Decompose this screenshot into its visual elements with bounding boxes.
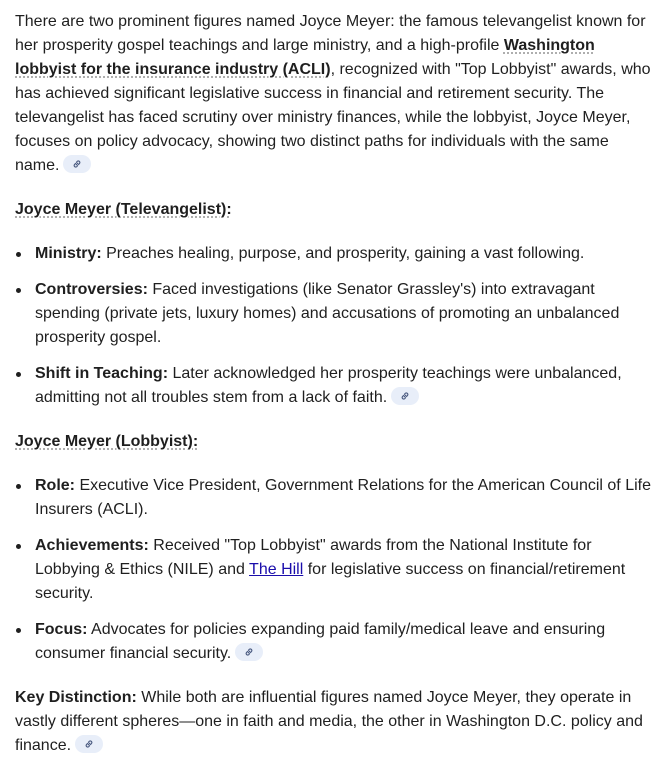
bullet-label: Ministry: [35,245,102,262]
list-item [35,278,655,350]
link-icon [244,647,254,657]
bullet-label: Controversies: [35,281,148,298]
televangelist-list [15,242,655,410]
bullet-label: Achievements: [35,537,149,554]
list-item [35,474,655,522]
intro-paragraph [15,10,655,178]
bullet-label: Role: [35,477,75,494]
bullet-text: Received "Top Lobbyist" awards from the National Institute for Lobbying & Ethics (NILE) and [35,537,592,578]
intro-text-1: There are two prominent figures named Joyce Meyer: the famous televangelist known for her prosperity gospel teachings and large ministry, and a high-profile [15,13,646,54]
source-link-chip[interactable] [63,155,91,173]
link-icon [400,391,410,401]
link-icon [72,159,82,169]
bullet-text: Preaches healing, purpose, and prosperity, gaining a vast following. [101,245,585,262]
bullet-text: Later acknowledged her prosperity teachings were unbalanced, admitting not all troubles stem from a lack of faith. [35,365,622,406]
list-item [35,242,655,266]
lobbyist-list [15,474,655,666]
list-item [35,362,655,410]
source-link-chip[interactable] [75,735,103,753]
source-link-chip[interactable] [235,643,263,661]
list-item [35,534,655,606]
bullet-text: Faced investigations (like Senator Grassley's) into extravagant spending (private jets, luxury homes) and accusations of promoting an unbalanced prosperity gospel. [35,281,620,346]
the-hill-link[interactable]: The Hill [249,561,304,578]
source-link-chip[interactable] [391,387,419,405]
lobbyist-heading[interactable]: Joyce Meyer (Lobbyist): [15,433,199,450]
lobbyist-highlight[interactable]: Washington lobbyist for the insurance industry (ACLI) [15,37,595,78]
key-distinction-text: While both are influential figures named Joyce Meyer, they operate in vastly different spheres—one in faith and media, the other in Washington D.C. policy and finance. [15,689,643,754]
bullet-label: Shift in Teaching: [35,365,169,382]
link-icon [84,739,94,749]
key-distinction-paragraph [15,686,655,758]
bullet-label: Focus: [35,621,88,638]
bullet-text: Executive Vice President, Government Relations for the American Council of Life Insurers (ACLI). [35,477,651,518]
bullet-text: for legislative success on financial/retirement security. [35,561,626,602]
key-distinction-label: Key Distinction: [15,689,137,706]
list-item [35,618,655,666]
bullet-text: Advocates for policies expanding paid family/medical leave and ensuring consumer financial security. [35,621,606,662]
televangelist-heading[interactable]: Joyce Meyer (Televangelist): [15,201,232,218]
intro-text-2: , recognized with "Top Lobbyist" awards, who has achieved significant legislative success in financial and retirement security. The televangelist has faced scrutiny over ministry finances, while the lobbyist, Joyce Meyer, focuses on policy advocacy, showing two distinct paths for individuals with the same name. [15,61,651,174]
